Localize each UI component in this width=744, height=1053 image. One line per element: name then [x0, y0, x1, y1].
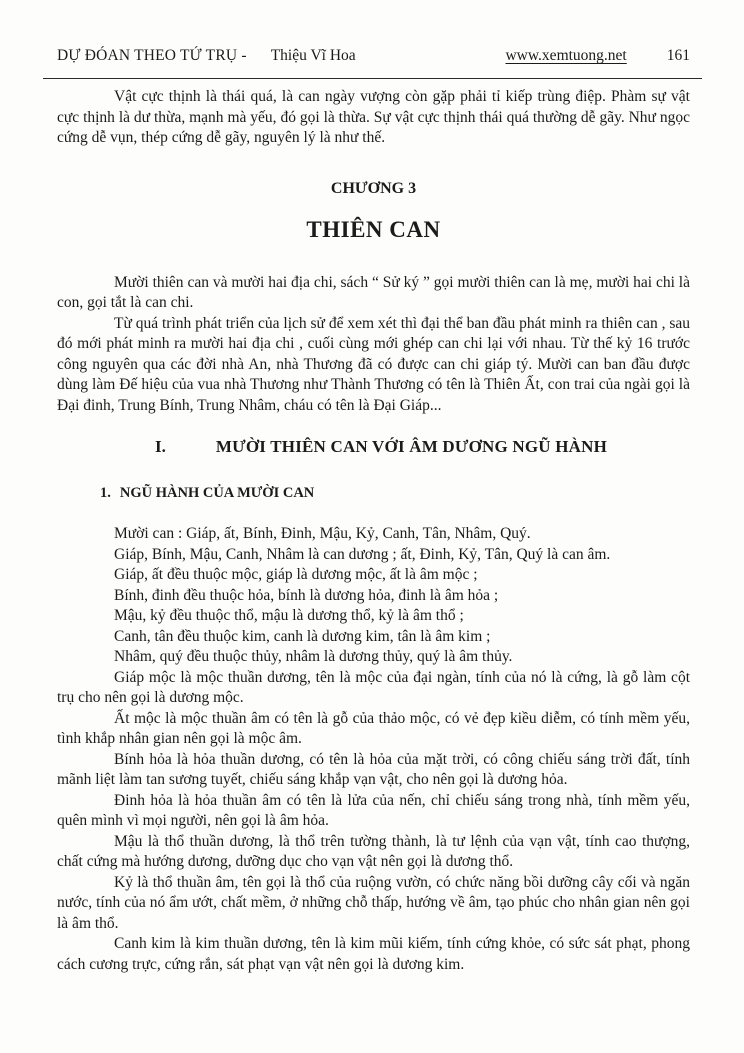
paragraph: Bính, đinh đều thuộc hỏa, bính là dương hỏa, đinh là âm hỏa ; [114, 586, 499, 604]
book-title: DỰ ĐÓAN THEO TỨ TRỤ - [57, 47, 247, 64]
paragraph: Giáp mộc là mộc thuần dương, tên là mộc của đại ngàn, tính của nó là cứng, là gỗ làm cột trụ cho nên gọi là dương mộc. [57, 668, 690, 706]
paragraph: Giáp, Bính, Mậu, Canh, Nhâm là can dương ; ất, Đinh, Kỷ, Tân, Quý là can âm. [114, 545, 611, 563]
body-paragraphs [57, 524, 690, 975]
paragraph: Kỷ là thổ thuần âm, tên gọi là thổ của ruộng vườn, có chức năng bồi dưỡng cây cối và ngăn nước, tính của nó ẩm ướt, chất mềm, ở những chỗ thấp, hướng về âm, tạo phúc cho nhân gian nên gọi là âm thổ. [57, 873, 690, 932]
chapter-label: CHƯƠNG 3 [330, 179, 417, 197]
paragraph: Giáp, ất đều thuộc mộc, giáp là dương mộc, ất là âm mộc ; [114, 566, 478, 583]
section-heading [57, 436, 690, 458]
paragraph: Nhâm, quý đều thuộc thủy, nhâm là dương thủy, quý là âm thủy. [114, 648, 513, 665]
paragraph: Mười can : Giáp, ất, Bính, Đinh, Mậu, Kỷ, Canh, Tân, Nhâm, Quý. [114, 525, 531, 542]
paragraph: Canh, tân đều thuộc kim, canh là dương kim, tân là âm kim ; [114, 627, 491, 645]
lead-paragraphs [57, 273, 690, 417]
section-title: MƯỜI THIÊN CAN VỚI ÂM DƯƠNG NGŨ HÀNH [215, 437, 607, 456]
paragraph: Đinh hỏa là hỏa thuần âm có tên là lửa của nến, chỉ chiếu sáng trong nhà, tính mềm yếu, quên mình vì mọi người, nên gọi là âm hỏa. [57, 791, 690, 829]
subsection-title: NGŨ HÀNH CỦA MƯỜI CAN [119, 485, 315, 501]
page-number: 161 [666, 47, 690, 64]
paragraph: Ất mộc là mộc thuần âm có tên là gỗ của thảo mộc, có vẻ đẹp kiều diễm, có tính mềm yếu, tình khắp nhân gian nên gọi là mộc âm. [57, 709, 690, 747]
subsection-number: 1. [100, 485, 111, 501]
paragraph: Bính hỏa là hỏa thuần dương, có tên là hỏa của mặt trời, có công chiếu sáng trời đất, tính mãnh liệt làm tan sương tuyết, chiếu sáng khắp vạn vật, cho nên gọi là dương hỏa. [57, 750, 690, 788]
paragraph: Mậu là thổ thuần dương, là thổ trên tường thành, là tư lệnh của vạn vật, tính cao thượng, chất cứng mà hướng dương, dưỡng dục cho vạn vật nên gọi là dương thổ. [57, 832, 690, 870]
paragraph: Mậu, kỷ đều thuộc thổ, mậu là dương thổ, kỷ là âm thổ ; [114, 607, 464, 624]
page-header [57, 46, 690, 66]
paragraph: Từ quá trình phát triển của lịch sử để xem xét thì đại thể ban đầu phát minh ra thiên can , sau đó mới phát minh ra mười hai địa chi , cuối cùng mới ghép can chi lại với nhau. Từ thế kỷ 16 trước công nguyên qua các đời nhà An, nhà Thương đã có được can chi giáp tý. Mười can ban đầu được dùng làm Đế hiệu của vua nhà Thương như Thành Thương có tên là Thiên Ất, con trai của ngài gọi là Đại đinh, Trung Bính, Trung Nhâm, cháu có tên là Đại Giáp... [57, 314, 690, 414]
paragraph: Canh kim là kim thuần dương, tên là kim mũi kiếm, tính cứng khỏe, có sức sát phạt, phong cách cương trực, cứng rắn, sát phạt vạn vật nên gọi là dương kim. [57, 935, 690, 973]
subsection-heading [100, 484, 690, 502]
header-rule [43, 78, 702, 79]
website-link[interactable]: www.xemtuong.net [505, 47, 627, 64]
chapter-title: THIÊN CAN [306, 216, 441, 242]
section-numeral: I. [155, 437, 166, 456]
intro-paragraph: Vật cực thịnh là thái quá, là can ngày vượng còn gặp phải tỉ kiếp trùng điệp. Phàm sự vật cực thịnh là dư thừa, mạnh mà yếu, đó gọi là thừa. Sự vật cực thịnh thái quá thường dễ gãy. Như ngọc cứng dễ vụn, thép cứng dễ gãy, nguyên lý là như thế. [57, 88, 690, 146]
paragraph: Mười thiên can và mười hai địa chi, sách “ Sử ký ” gọi mười thiên can là mẹ, mười hai chi là con, gọi tắt là can chi. [57, 273, 690, 311]
author-name: Thiệu Vĩ Hoa [270, 47, 356, 64]
